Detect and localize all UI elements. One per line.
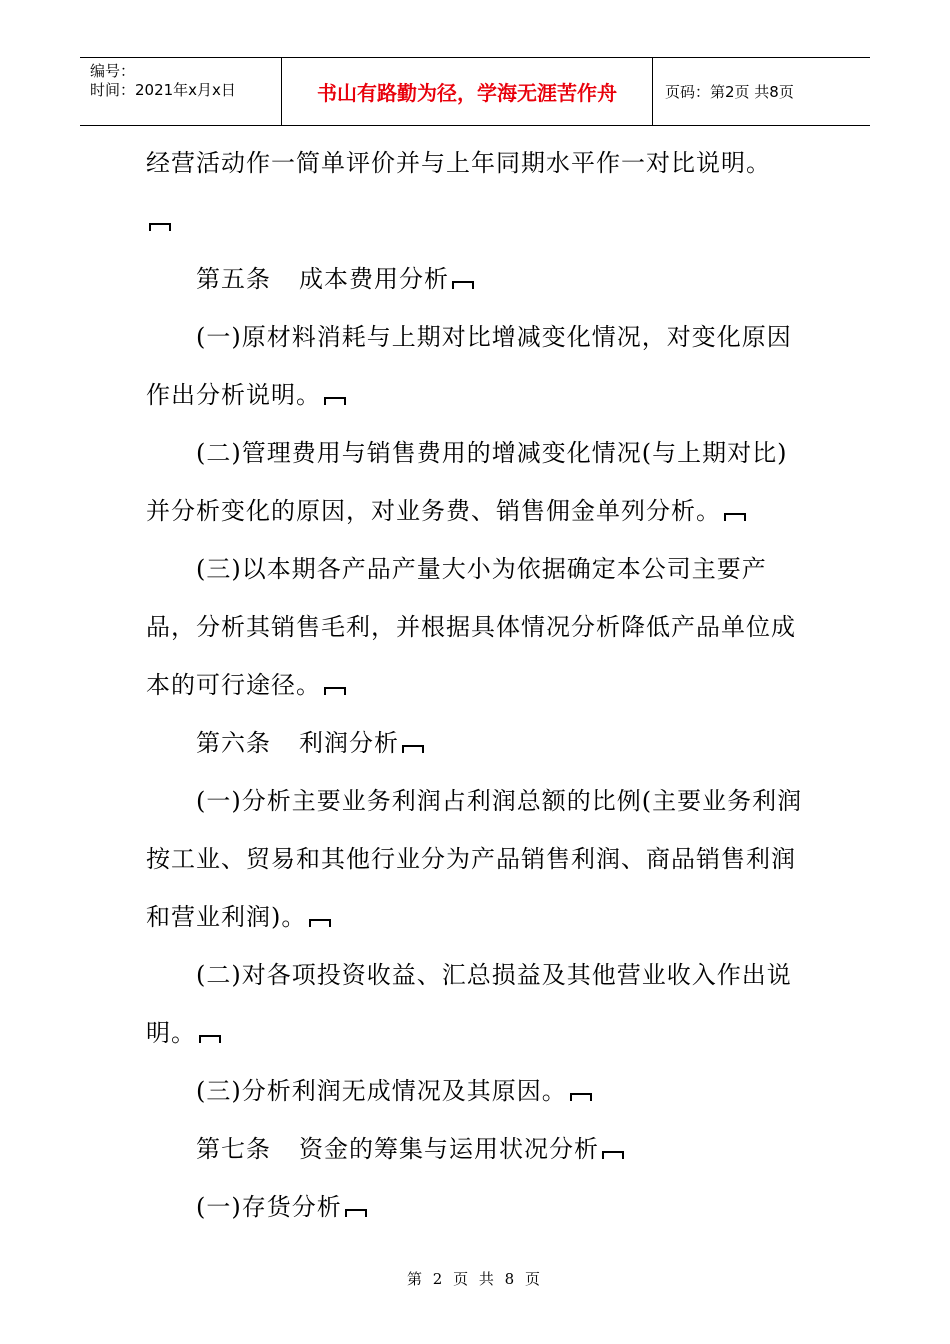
paragraph — [146, 308, 812, 424]
article-number: 第五条 — [196, 265, 271, 293]
header-page-info: 页码：第2页 共8页 — [665, 83, 794, 101]
paragraph-mark-icon — [309, 919, 331, 927]
paragraph-mark-icon — [345, 1209, 367, 1217]
paragraph-text: (一)分析主要业务利润占利润总额的比例(主要业务利润按工业、贸易和其他行业分为产品销售利润、商品销售利润和营业利润)。 — [146, 787, 803, 931]
paragraph-mark-icon — [324, 397, 346, 405]
doc-number-label: 编号： — [90, 62, 136, 80]
paragraph-text: (三)分析利润无成情况及其原因。 — [196, 1077, 567, 1105]
article-number: 第六条 — [196, 729, 271, 757]
paragraph-text: (二)管理费用与销售费用的增减变化情况(与上期对比)并分析变化的原因，对业务费、销售佣金单列分析。 — [146, 439, 788, 525]
paragraph — [146, 424, 812, 540]
footer-page-number: 第 2 页 共 8 页 — [407, 1270, 543, 1288]
paragraph-mark-icon — [402, 745, 424, 753]
header-motto-cell — [281, 58, 653, 125]
paragraph-text: (二)对各项投资收益、汇总损益及其他营业收入作出说明。 — [146, 961, 792, 1047]
paragraph — [146, 772, 812, 946]
article-heading-6 — [146, 714, 812, 772]
paragraph-mark-icon — [724, 513, 746, 521]
article-number: 第七条 — [196, 1135, 271, 1163]
paragraph-mark-icon — [452, 281, 474, 289]
paragraph — [146, 946, 812, 1062]
header-motto: 书山有路勤为径，学海无涯苦作舟 — [317, 81, 617, 105]
paragraph-mark-icon — [324, 687, 346, 695]
page-footer — [0, 1268, 950, 1289]
paragraph-text: 经营活动作一简单评价并与上年同期水平作一对比说明。 — [146, 149, 771, 177]
article-heading-5 — [146, 250, 812, 308]
header-page-cell — [653, 58, 870, 125]
paragraph-mark-line — [146, 192, 812, 250]
paragraph — [146, 540, 812, 714]
paragraph-mark-icon — [570, 1093, 592, 1101]
paragraph-text: (一)存货分析 — [196, 1193, 342, 1221]
article-title: 资金的筹集与运用状况分析 — [299, 1135, 599, 1163]
paragraph-mark-icon — [199, 1035, 221, 1043]
paragraph-mark-icon — [149, 223, 171, 231]
time-label: 时间：2021年x月x日 — [90, 81, 236, 99]
article-title: 成本费用分析 — [299, 265, 449, 293]
page-header — [80, 57, 870, 126]
paragraph — [146, 1178, 812, 1236]
paragraph-text: (三)以本期各产品产量大小为依据确定本公司主要产品，分析其销售毛利，并根据具体情况分析降低产品单位成本的可行途径。 — [146, 555, 796, 699]
document-body — [146, 134, 812, 1236]
article-title: 利润分析 — [299, 729, 399, 757]
paragraph-text: (一)原材料消耗与上期对比增减变化情况，对变化原因作出分析说明。 — [146, 323, 792, 409]
header-meta-cell — [80, 58, 281, 125]
paragraph — [146, 1062, 812, 1120]
paragraph-mark-icon — [602, 1151, 624, 1159]
article-heading-7 — [146, 1120, 812, 1178]
paragraph — [146, 134, 812, 192]
